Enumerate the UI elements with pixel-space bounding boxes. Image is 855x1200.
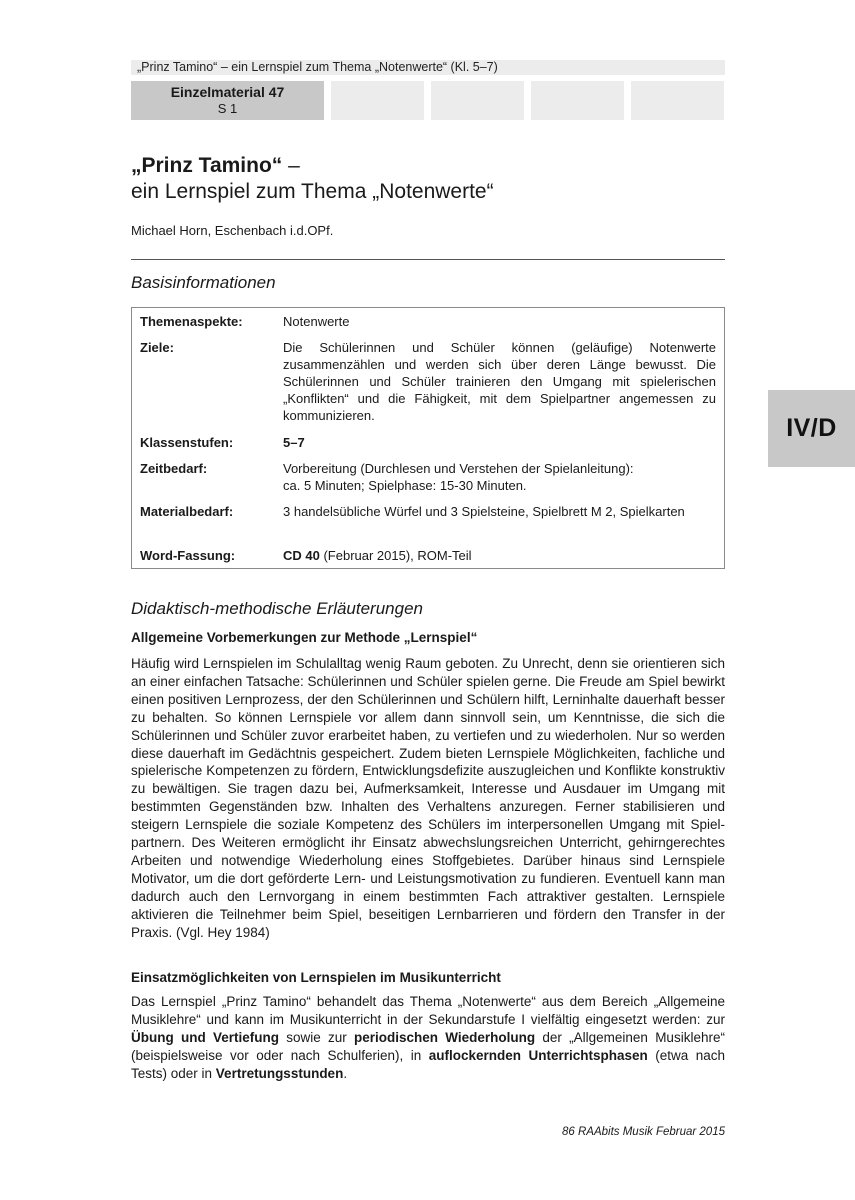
running-title: „Prinz Tamino“ – ein Lernspiel zum Thema „Notenwerte“ (Kl. 5–7) xyxy=(137,60,498,74)
page-subtitle: ein Lernspiel zum Thema „Notenwerte“ xyxy=(131,180,494,203)
subheading-vorbemerkungen: Allgemeine Vorbemerkungen zur Methode „Lernspiel“ xyxy=(131,630,478,645)
material-label: Einzelmaterial 47 xyxy=(170,84,285,100)
section-heading-didaktik: Didaktisch-methodische Erläuterungen xyxy=(131,599,423,618)
running-title-bar xyxy=(131,60,725,75)
info-label: Zeitbedarf: xyxy=(140,461,208,476)
info-label: Klassenstufen: xyxy=(140,435,234,450)
info-value xyxy=(283,547,716,564)
chapter-side-tab xyxy=(768,390,855,467)
cd-number: CD 40 xyxy=(283,548,320,563)
info-label: Word-Fassung: xyxy=(140,548,236,563)
cd-details: (Februar 2015), ROM-Teil xyxy=(319,548,472,563)
info-label: Ziele: xyxy=(140,340,174,355)
info-value xyxy=(283,460,716,494)
info-value: 3 handelsübliche Würfel und 3 Spielsteine, Spielbrett M 2, Spielkarten xyxy=(283,504,685,519)
section-heading-basisinformationen: Basisinformationen xyxy=(131,273,276,292)
emphasized-text: Vertretungsstunden xyxy=(215,1065,344,1081)
info-value: Notenwerte xyxy=(283,314,350,329)
material-label-box xyxy=(131,81,324,120)
page-label: S 1 xyxy=(217,101,238,116)
page-title xyxy=(131,154,300,178)
info-value: 5–7 xyxy=(283,435,305,450)
info-value-line: ca. 5 Minuten; Spielphase: 15-30 Minuten. xyxy=(283,478,527,493)
page-title-main: „Prinz Tamino“ xyxy=(131,154,283,177)
chapter-label: IV/D xyxy=(786,414,837,442)
header-blank-box xyxy=(631,81,724,120)
paragraph-einsatzmoeglichkeiten xyxy=(131,993,725,1083)
paragraph-vorbemerkungen: Häufig wird Lernspielen im Schulalltag wenig Raum geboten. Zu Unrecht, denn sie orientieren sich an einer einfachen Tatsache: Schülerinnen und Schüler spielen gerne. Die Freude am Spiel bewirkt einen positiven Lernprozess, der den Schülerinnen und Schülern hilft, Lerninhalte dauerhaft besser zu behalten. So können Lernspiele vor allem dann sinnvoll sein, um Kenntnisse, die sich die Schülerinnen und Schüler zuvor erarbeitet haben, zu vertiefen und zu wiederholen. Nur so werden diese dauerhaft im Gedächtnis gespeichert. Zudem bieten Lernspiele Möglichkeiten, fachliche und spielerische Kompetenzen zu fördern, Entwicklungsdefizite auszugleichen und Konflikte konstruktiv zu bewältigen. Sie tragen dazu bei, Aufmerksamkeit, Interesse und Ausdauer im Umgang mit bestimmten Gegenständen bzw. Inhalten des Verhaltens anzuregen. Ferner stabilisieren und steigern Lernspiele die soziale Kompetenz des Schülers im interpersonellen Umgang mit Spielpartnern. Des Weiteren ermöglicht ihr Einsatz abwechslungsreichen Unterricht, gehirngerechtes Arbeiten und notwendige Wiederholung eines Stoffgebietes. Darüber hinaus sind Lernspiele Motivator, um die dort geförderte Lern- und Leistungsmotivation zu fundieren. Eventuell kann man dadurch auch den Lernvorgang in einem bestimmten Fach attraktiver gestalten. Lernspiele aktivieren die Teilnehmer beim Spiel, beseitigen Lernbarrieren und fördern den Transfer in der Praxis. (Vgl. Hey 1984) xyxy=(131,656,725,940)
info-value-line: Vorbereitung (Durchlesen und Verstehen der Spielanleitung): xyxy=(283,461,634,476)
emphasized-text: auflockernden Unterrichtsphasen xyxy=(428,1047,648,1063)
text-run: Das Lernspiel „Prinz Tamino“ behandelt das Thema „Notenwerte“ aus dem Bereich „Allgemeine Musiklehre“ und kann im Musikunterricht in der Sekundarstufe I vielfältig eingesetzt werden: zur xyxy=(131,994,725,1027)
header-blank-box xyxy=(531,81,624,120)
header-blank-box xyxy=(331,81,424,120)
info-value: Die Schülerinnen und Schüler können (geläufige) Notenwerte zusammenzählen und werden sich über deren Länge bewusst. Die Schülerinnen und Schüler trainieren den Umgang mit spielerischen „Konflikten“ und die Fähigkeit, mit dem Spielpartner angemessen zu kommunizieren. xyxy=(283,340,716,423)
basis-info-table xyxy=(131,307,725,569)
divider-rule xyxy=(131,259,725,260)
page-footer: 86 RAAbits Musik Februar 2015 xyxy=(562,1126,725,1138)
author-line: Michael Horn, Eschenbach i.d.OPf. xyxy=(131,223,334,238)
header-blank-box xyxy=(431,81,524,120)
emphasized-text: Übung und Vertiefung xyxy=(131,1029,279,1045)
info-label: Themenaspekte: xyxy=(140,314,243,329)
subheading-einsatzmoeglichkeiten: Einsatzmöglichkeiten von Lernspielen im Musikunterricht xyxy=(131,970,501,985)
page-title-dash: – xyxy=(282,154,300,177)
text-run: (etwa nach Tests) oder in xyxy=(131,1047,725,1081)
info-label: Materialbedarf: xyxy=(140,504,234,519)
emphasized-text: periodischen Wiederholung xyxy=(354,1029,536,1045)
text-run: . xyxy=(343,1065,348,1081)
text-run: der „Allgemeinen Musiklehre“ (beispielsweise vor oder nach Schulferien), in xyxy=(131,1029,725,1063)
text-run: sowie zur xyxy=(278,1029,354,1045)
